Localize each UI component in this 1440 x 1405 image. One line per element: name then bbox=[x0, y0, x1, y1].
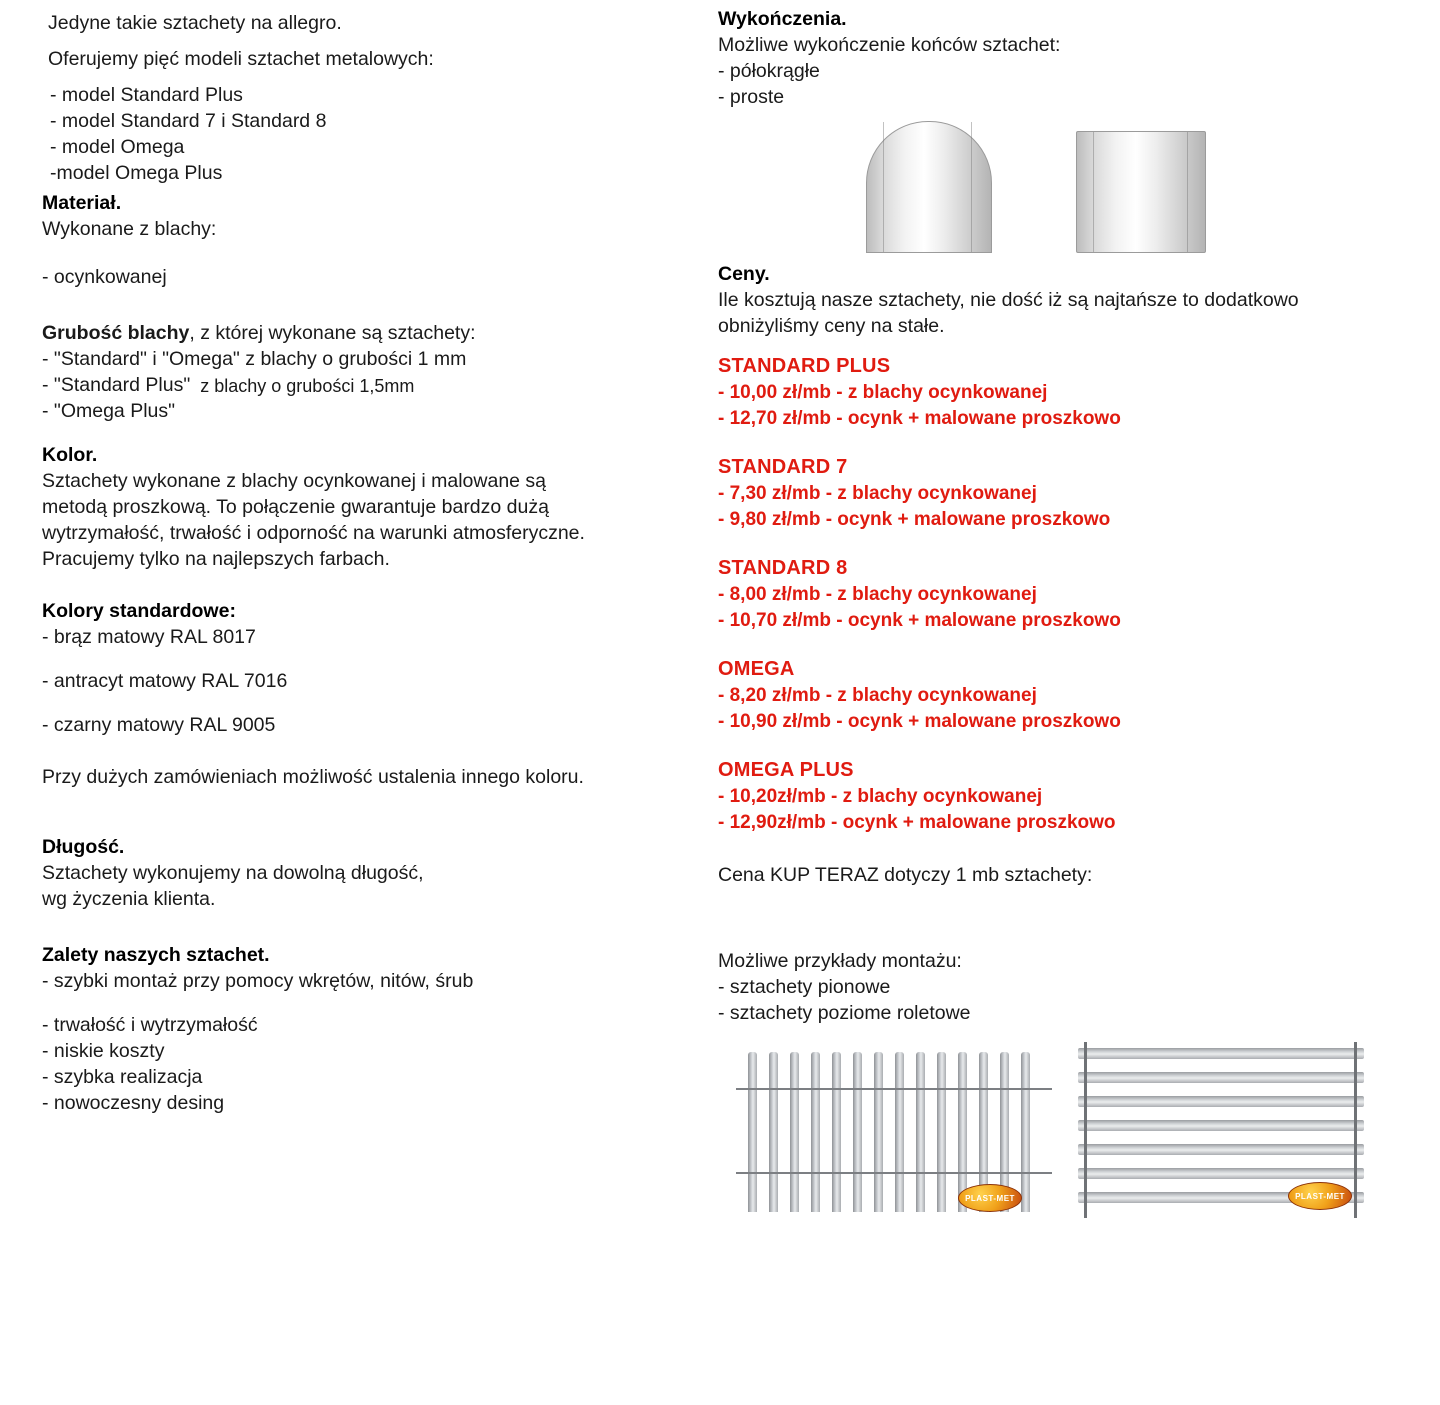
price-model-name: STANDARD PLUS bbox=[718, 355, 891, 377]
thickness-item: - "Omega Plus" bbox=[42, 400, 176, 422]
plast-met-logo bbox=[958, 1184, 1022, 1212]
standard-colors-heading: Kolory standardowe: bbox=[42, 600, 236, 622]
price-block-standard-7 bbox=[718, 454, 1408, 533]
big-orders-note: Przy dużych zamówieniach możliwość ustalenia innego koloru. bbox=[42, 766, 584, 788]
material-item: - ocynkowanej bbox=[42, 266, 167, 288]
straight-post-photo bbox=[1076, 131, 1206, 253]
material-heading: Materiał. bbox=[42, 192, 122, 214]
right-column bbox=[718, 6, 1408, 1242]
prices-heading: Ceny. bbox=[718, 263, 770, 285]
finish-photos bbox=[718, 118, 1278, 253]
price-line-galvanized: - 10,00 zł/mb - z blachy ocynkowanej bbox=[718, 382, 1048, 403]
length-text: wg życzenia klienta. bbox=[42, 888, 216, 910]
advantages-heading: Zalety naszych sztachet. bbox=[42, 944, 270, 966]
model-item: - model Standard Plus bbox=[50, 84, 243, 106]
price-block-standard-plus bbox=[718, 353, 1408, 432]
color-text: metodą proszkową. To połączenie gwarantuje bardzo dużą bbox=[42, 496, 549, 518]
price-model-name: STANDARD 8 bbox=[718, 557, 848, 579]
thickness-note: z blachy o grubości 1,5mm bbox=[200, 376, 415, 396]
model-item: - model Omega bbox=[50, 136, 185, 158]
plast-met-logo-text: PLAST-MET bbox=[1295, 1191, 1345, 1201]
price-line-painted: - 9,80 zł/mb - ocynk + malowane proszkowo bbox=[718, 509, 1111, 530]
color-text: wytrzymałość, trwałość i odporność na warunki atmosferyczne. bbox=[42, 522, 585, 544]
advantage-item: - szybki montaż przy pomocy wkrętów, nitów, śrub bbox=[42, 970, 474, 992]
thickness-heading: Grubość blachy bbox=[42, 322, 190, 344]
offer-intro-line: Oferujemy pięć modeli sztachet metalowych: bbox=[48, 48, 434, 70]
montage-intro: Możliwe przykłady montażu: bbox=[718, 950, 962, 972]
price-line-galvanized: - 8,00 zł/mb - z blachy ocynkowanej bbox=[718, 584, 1037, 605]
standard-color-item: - brąz matowy RAL 8017 bbox=[42, 626, 256, 648]
thickness-heading-row bbox=[42, 320, 682, 346]
finish-heading: Wykończenia. bbox=[718, 8, 847, 30]
montage-item: - sztachety pionowe bbox=[718, 976, 891, 998]
prices-text: Ile kosztują nasze sztachety, nie dość iż są najtańsze to dodatkowo bbox=[718, 289, 1299, 311]
rounded-post-photo bbox=[866, 121, 992, 253]
price-model-name: OMEGA PLUS bbox=[718, 759, 854, 781]
price-model-name: STANDARD 7 bbox=[718, 456, 848, 478]
model-item: -model Omega Plus bbox=[50, 162, 223, 184]
advantage-item: - niskie koszty bbox=[42, 1040, 165, 1062]
horizontal-fence-photo bbox=[1078, 1042, 1368, 1227]
advantage-item: - trwałość i wytrzymałość bbox=[42, 1014, 258, 1036]
left-column bbox=[42, 10, 682, 1116]
intro-line: Jedyne takie sztachety na allegro. bbox=[48, 12, 342, 34]
price-line-painted: - 12,90zł/mb - ocynk + malowane proszkowo bbox=[718, 812, 1116, 833]
color-heading: Kolor. bbox=[42, 444, 98, 466]
thickness-item: - "Standard Plus" bbox=[42, 374, 191, 396]
price-line-painted: - 10,70 zł/mb - ocynk + malowane proszkowo bbox=[718, 610, 1121, 631]
buy-now-note: Cena KUP TERAZ dotyczy 1 mb sztachety: bbox=[718, 864, 1093, 886]
finish-item: - półokrągłe bbox=[718, 60, 820, 82]
standard-color-item: - antracyt matowy RAL 7016 bbox=[42, 670, 288, 692]
montage-photos bbox=[718, 1042, 1408, 1242]
thickness-heading-rest: , z której wykonane są sztachety: bbox=[189, 322, 476, 344]
vertical-fence-photo bbox=[748, 1042, 1038, 1227]
model-item: - model Standard 7 i Standard 8 bbox=[50, 110, 327, 132]
price-line-painted: - 10,90 zł/mb - ocynk + malowane proszkowo bbox=[718, 711, 1121, 732]
price-line-galvanized: - 8,20 zł/mb - z blachy ocynkowanej bbox=[718, 685, 1037, 706]
advantage-item: - szybka realizacja bbox=[42, 1066, 203, 1088]
finish-text: Możliwe wykończenie końców sztachet: bbox=[718, 34, 1061, 56]
price-block-omega-plus bbox=[718, 757, 1408, 836]
price-model-name: OMEGA bbox=[718, 658, 795, 680]
length-text: Sztachety wykonujemy na dowolną długość, bbox=[42, 862, 424, 884]
finish-item: - proste bbox=[718, 86, 785, 108]
price-block-omega bbox=[718, 656, 1408, 735]
thickness-item-group bbox=[42, 372, 682, 424]
montage-item: - sztachety poziome roletowe bbox=[718, 1002, 971, 1024]
price-line-galvanized: - 10,20zł/mb - z blachy ocynkowanej bbox=[718, 786, 1043, 807]
advantage-item: - nowoczesny desing bbox=[42, 1092, 225, 1114]
price-line-galvanized: - 7,30 zł/mb - z blachy ocynkowanej bbox=[718, 483, 1037, 504]
plast-met-logo bbox=[1288, 1182, 1352, 1210]
color-text: Pracujemy tylko na najlepszych farbach. bbox=[42, 548, 390, 570]
models-list bbox=[42, 82, 682, 186]
plast-met-logo-text: PLAST-MET bbox=[965, 1193, 1015, 1203]
thickness-item: - "Standard" i "Omega" z blachy o grubości 1 mm bbox=[42, 348, 467, 370]
length-heading: Długość. bbox=[42, 836, 125, 858]
price-line-painted: - 12,70 zł/mb - ocynk + malowane proszkowo bbox=[718, 408, 1121, 429]
prices-text: obniżyliśmy ceny na stałe. bbox=[718, 315, 945, 337]
standard-color-item: - czarny matowy RAL 9005 bbox=[42, 714, 276, 736]
color-text: Sztachety wykonane z blachy ocynkowanej i malowane są bbox=[42, 470, 547, 492]
material-text: Wykonane z blachy: bbox=[42, 218, 217, 240]
price-block-standard-8 bbox=[718, 555, 1408, 634]
